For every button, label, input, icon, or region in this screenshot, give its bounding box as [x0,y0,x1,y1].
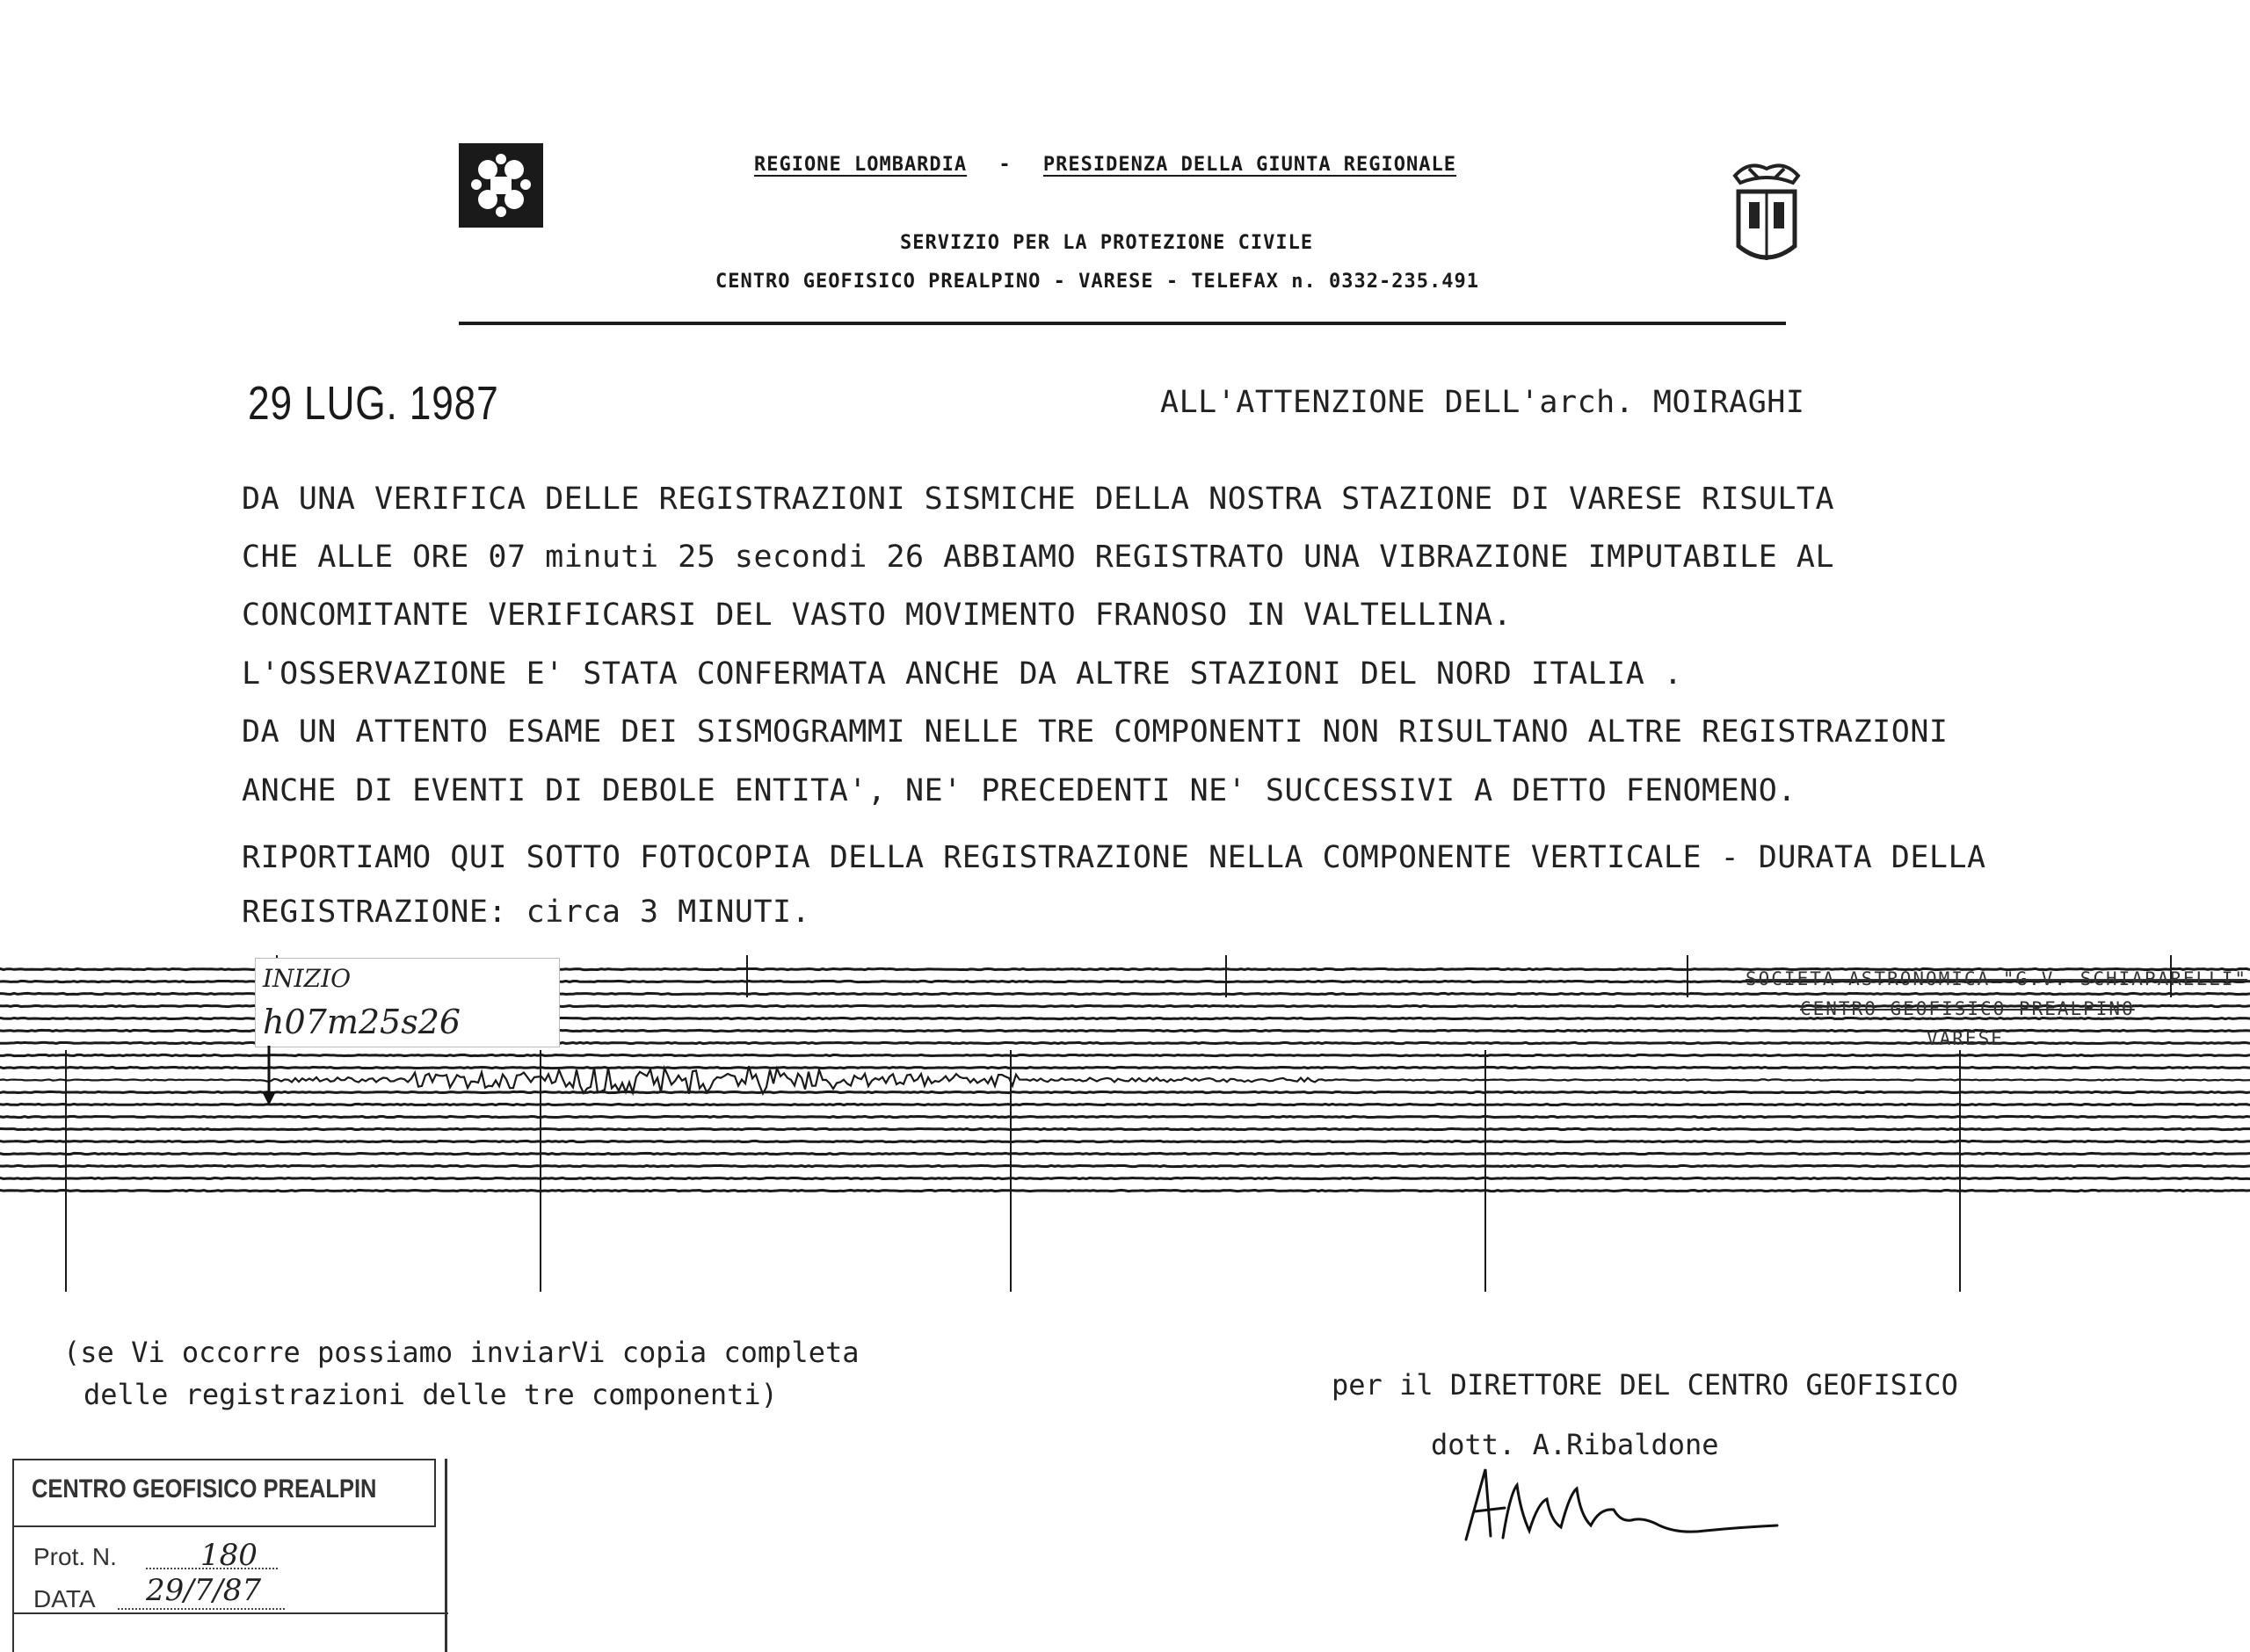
attention-line: ALL'ATTENZIONE DELL'arch. MOIRAGHI [1160,385,1805,420]
prot-label: Prot. N. [33,1543,117,1570]
stamp-title: CENTRO GEOFISICO PREALPIN [32,1474,377,1503]
seismogram-trace [0,1054,2250,1055]
body-line: RIPORTIAMO QUI SOTTO FOTOCOPIA DELLA REGISTRAZIONE NELLA COMPONENTE VERTICALE - DURATA DELLA [242,840,1986,875]
region-name: REGIONE LOMBARDIA [754,154,968,176]
body-line: CONCOMITANTE VERIFICARSI DEL VASTO MOVIMENTO FRANOSO IN VALTELLINA. [242,598,1513,633]
header-line-1 [754,154,1456,176]
body-line: DA UNA VERIFICA DELLE REGISTRAZIONI SISMICHE DELLA NOSTRA STAZIONE DI VARESE RISULTA [242,482,1835,517]
handwritten-signature [1459,1459,1784,1547]
date-stamp: 29 LUG. 1987 [248,377,499,430]
service-name: SERVIZIO PER LA PROTEZIONE CIVILE [900,232,1314,254]
seismogram-start-label [255,958,560,1047]
seismogram-trace [0,1066,2250,1094]
seismogram-trace [0,1153,2250,1154]
society-center: CENTRO GEOFISICO PREALPINO [1800,998,2135,1019]
presidency-name: PRESIDENZA DELLA GIUNTA REGIONALE [1042,154,1457,176]
body-line: DA UN ATTENTO ESAME DEI SISMOGRAMMI NELLE TRE COMPONENTI NON RISULTANO ALTRE REGISTRAZIONI [242,714,1949,750]
body-line: REGISTRAZIONE: circa 3 MINUTI. [242,895,811,930]
protocol-stamp [12,1459,448,1652]
seismogram-trace [0,1091,2250,1092]
date-label: DATA [33,1585,96,1612]
seismogram-trace [0,1190,2250,1191]
seismogram-trace [0,1165,2250,1166]
lombardia-logo [459,143,543,228]
header-dash: - [998,154,1012,176]
center-name: CENTRO GEOFISICO PREALPINO - VARESE - TELEFAX n. 0332-235.491 [715,271,1479,293]
body-line: L'OSSERVAZIONE E' STATA CONFERMATA ANCHE DA ALTRE STAZIONI DEL NORD ITALIA . [242,656,1683,692]
signature-title: per il DIRETTORE DEL CENTRO GEOFISICO [1332,1368,1958,1402]
seismogram-trace [0,1177,2250,1178]
note-line: delle registrazioni delle tre componenti) [83,1378,778,1411]
header-divider [459,322,1786,325]
seismogram-trace [0,1067,2250,1068]
start-time: h07m25s26 [263,1003,461,1041]
society-stamp [1696,967,2248,1054]
seismogram-trace [0,1116,2250,1117]
prot-value: 180 [200,1538,258,1573]
body-line: CHE ALLE ORE 07 minuti 25 secondi 26 ABBIAMO REGISTRATO UNA VIBRAZIONE IMPUTABILE AL [242,540,1835,575]
seismogram-trace [0,1128,2250,1129]
seismogram-trace [0,1104,2250,1105]
coat-of-arms-icon [1723,156,1811,279]
start-label: INIZIO [263,964,352,993]
society-name: SOCIETÀ ASTRONOMICA "G.V. SCHIAPARELLI" [1746,968,2248,989]
signatory-name: dott. A.Ribaldone [1431,1428,1719,1461]
society-city: VARESE [1927,1028,2004,1049]
date-value: 29/7/87 [146,1573,262,1608]
note-line: (se Vi occorre possiamo inviarVi copia completa [63,1336,860,1369]
start-arrow-icon [260,1046,278,1107]
body-line: ANCHE DI EVENTI DI DEBOLE ENTITA', NE' PRECEDENTI NE' SUCCESSIVI A DETTO FENOMENO. [242,773,1796,808]
